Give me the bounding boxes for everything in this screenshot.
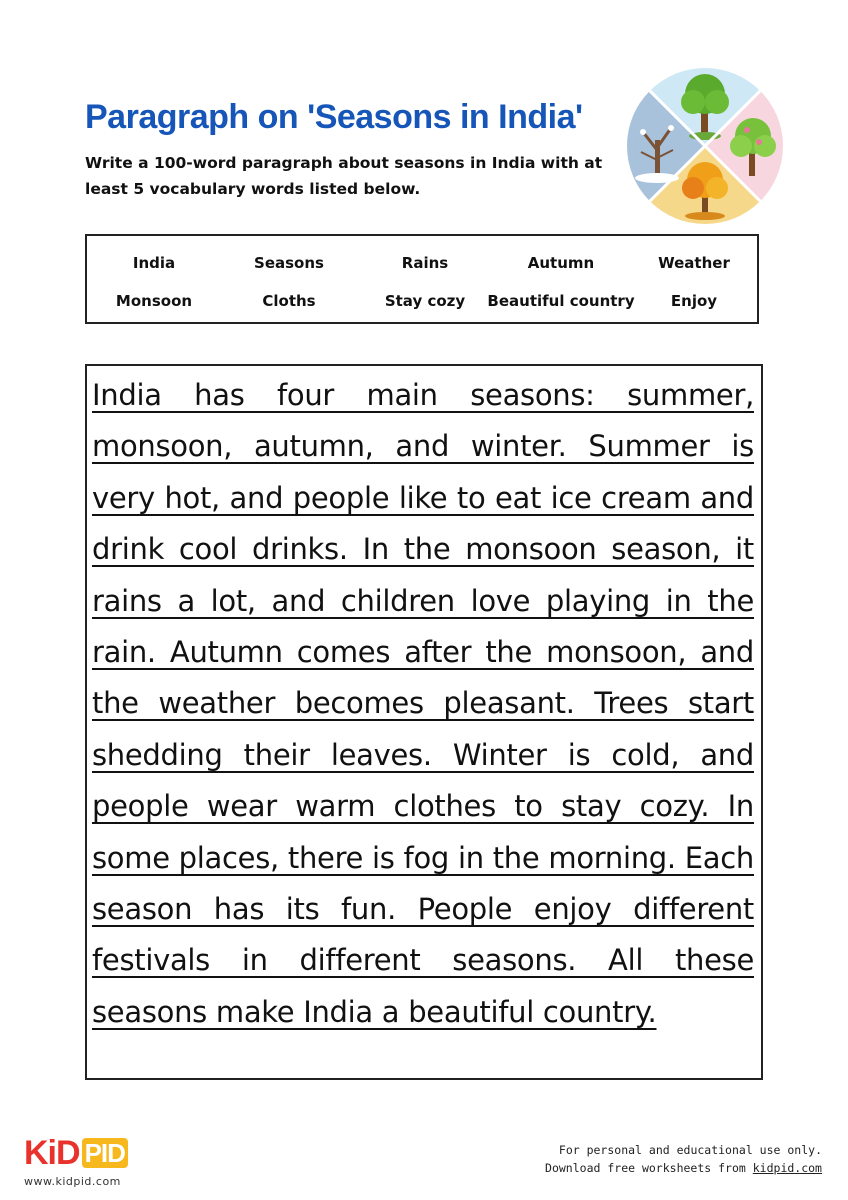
vocab-word: Stay cozy [384, 292, 466, 310]
logo-kid: KiD [24, 1134, 80, 1172]
vocab-word: Enjoy [670, 292, 718, 310]
vocab-word: Beautiful country [487, 292, 635, 310]
vocab-word: Autumn [527, 254, 595, 272]
vocab-word: Weather [658, 254, 730, 272]
footer-line-1: For personal and educational use only. [558, 1143, 822, 1157]
paragraph-text: India has four main seasons: summer, monsoon, autumn, and winter. Summer is very hot, and people like to eat ice cream and drink cool drinks. In the monsoon season, it rains a lot, and children love playing in the rain. Autumn comes after the monsoon, and the weather becomes pleasant. Trees start shedding their leaves. Winter is cold, and people wear warm clothes to stay cozy. In some places, there is fog in the morning. Each season has its fun. People enjoy different festivals in different seasons. All these seasons make India a beautiful country. [92, 378, 754, 1029]
vocab-word: Rains [401, 254, 449, 272]
footer-line-2-prefix: Download free worksheets from [545, 1161, 753, 1175]
kidpid-link[interactable]: kidpid.com [752, 1161, 822, 1175]
vocabulary-box [85, 234, 759, 324]
vocab-word: India [132, 254, 176, 272]
instructions: Write a 100-word paragraph about seasons in India with at least 5 vocabulary words listed below. [85, 154, 603, 198]
paragraph-box [85, 364, 763, 1080]
footer-line-2 [545, 1159, 822, 1177]
footer-note [545, 1141, 822, 1177]
vocabulary-grid [87, 236, 757, 320]
vocab-word: Cloths [262, 292, 316, 310]
logo-wordmark [24, 1133, 134, 1173]
logo-url: www.kidpid.com [24, 1175, 121, 1188]
page-title: Paragraph on 'Seasons in India' [85, 98, 583, 136]
vocab-word: Seasons [254, 254, 324, 272]
vocab-word: Monsoon [115, 292, 193, 310]
logo-pid: PID [82, 1138, 128, 1168]
kidpid-logo[interactable] [24, 1133, 134, 1193]
four-seasons-trees-icon [627, 68, 783, 224]
